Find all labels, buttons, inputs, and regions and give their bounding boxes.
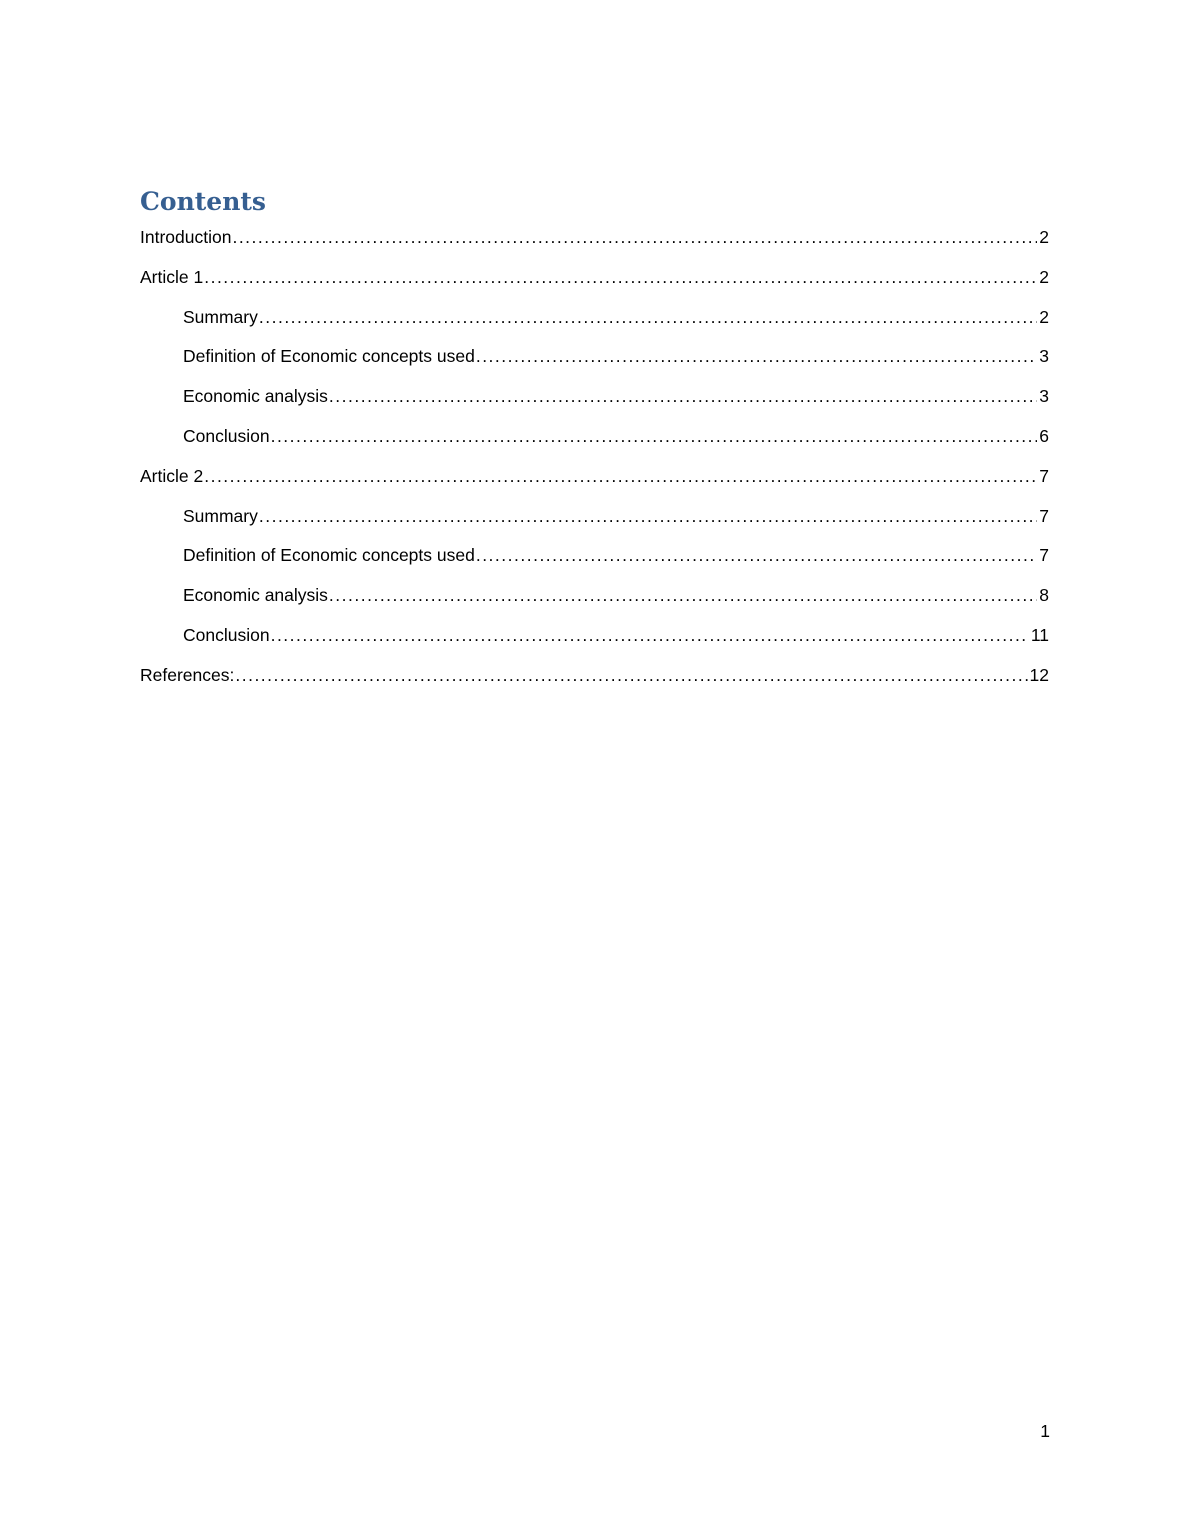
toc-entry-page: 2 (1039, 266, 1049, 287)
toc-entry-page: 12 (1029, 664, 1049, 685)
toc-dot-leader (271, 616, 1029, 656)
toc-entry-label: Article 1 (140, 266, 204, 287)
toc-dot-leader (259, 497, 1037, 537)
toc-dot-leader (271, 417, 1038, 457)
toc-dot-leader (476, 536, 1037, 576)
toc-entry-page: 3 (1039, 386, 1049, 407)
toc-entry-page: 6 (1039, 425, 1049, 446)
toc-subentry[interactable] (140, 417, 1049, 457)
toc-subentry[interactable] (140, 377, 1049, 417)
page-number: 1 (1040, 1421, 1050, 1441)
toc-dot-leader (476, 337, 1037, 377)
toc-entry-page: 2 (1039, 306, 1049, 327)
toc-subentry[interactable] (140, 298, 1049, 338)
toc-subentry[interactable] (140, 576, 1049, 616)
toc-entry[interactable] (140, 457, 1049, 497)
toc-subentry[interactable] (140, 536, 1049, 576)
toc-subentry[interactable] (140, 616, 1049, 656)
toc-entry-page: 7 (1039, 505, 1049, 526)
toc-entry-label: Conclusion (183, 425, 270, 446)
toc-entry-label: Summary (183, 306, 258, 327)
toc-entry-label: Article 2 (140, 465, 204, 486)
toc-entry-page: 8 (1039, 585, 1049, 606)
toc-entry-page: 11 (1030, 624, 1049, 645)
toc-entry-page: 7 (1039, 465, 1049, 486)
toc-dot-leader (204, 457, 1037, 497)
toc-dot-leader (232, 218, 1037, 258)
toc-dot-leader (329, 576, 1037, 616)
toc-dot-leader (235, 656, 1027, 696)
toc-entry-page: 2 (1039, 227, 1049, 247)
toc-dot-leader (204, 258, 1037, 298)
toc-entry-page: 7 (1039, 545, 1049, 566)
toc-entry-page: 3 (1039, 346, 1049, 367)
toc-entry-label: References: (140, 664, 235, 685)
toc-subentry[interactable] (140, 337, 1049, 377)
toc-entry-label: Conclusion (183, 624, 270, 645)
toc-dot-leader (329, 377, 1037, 417)
toc-entry-label: Definition of Economic concepts used (183, 346, 475, 367)
toc-entry[interactable] (140, 258, 1049, 298)
toc-entry-label: Economic analysis (183, 585, 328, 606)
toc-dot-leader (259, 298, 1037, 338)
toc-entry-label: Definition of Economic concepts used (183, 545, 475, 566)
toc-subentry[interactable] (140, 497, 1049, 537)
toc-entry[interactable] (140, 218, 1049, 258)
toc-heading: Contents (140, 187, 267, 216)
toc-entry-label: Summary (183, 505, 258, 526)
toc-entry[interactable] (140, 656, 1049, 696)
toc-entry-label: Economic analysis (183, 386, 328, 407)
toc-entry-label: Introduction (140, 227, 232, 247)
table-of-contents (140, 218, 1049, 696)
